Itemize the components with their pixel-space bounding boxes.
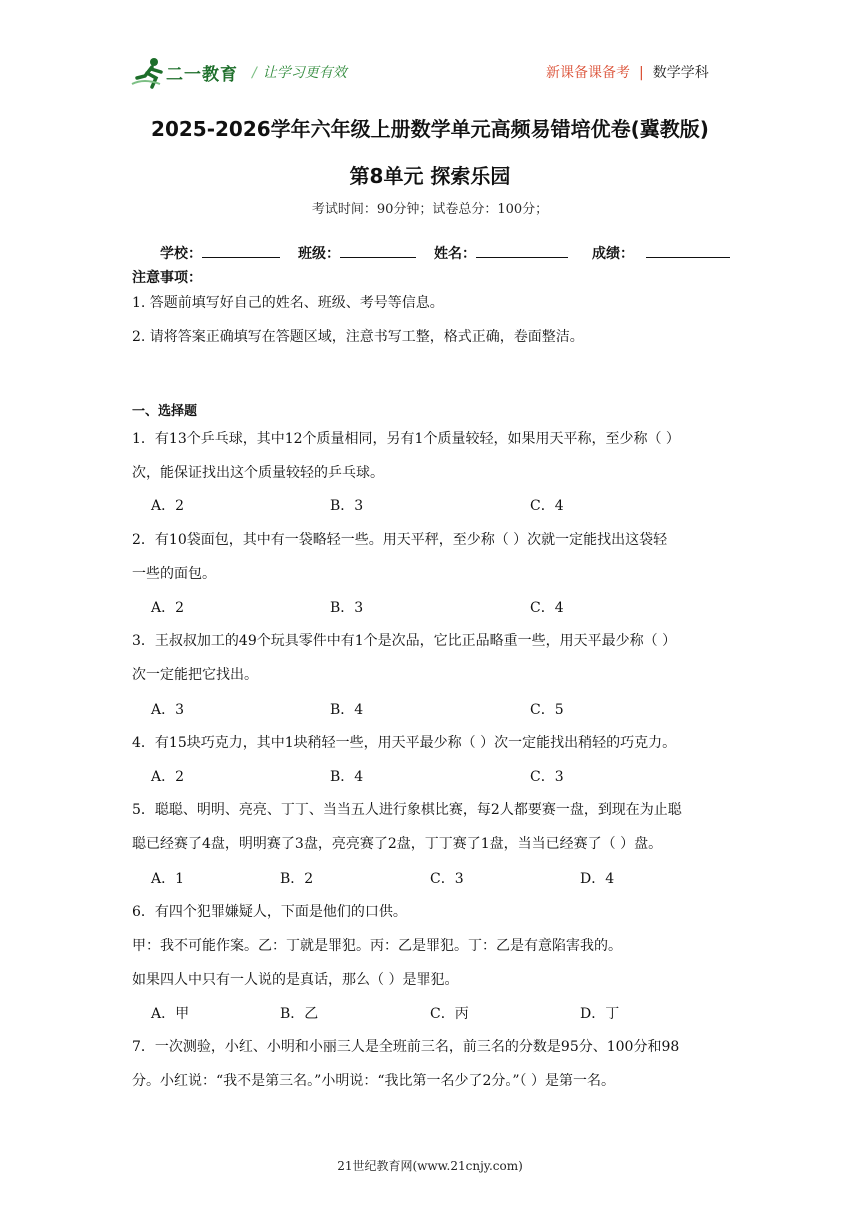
school-label: 学校： xyxy=(160,246,202,262)
slogan xyxy=(252,62,347,82)
option-a[interactable]: A．2 xyxy=(151,498,185,514)
page-footer: 21世纪教育网(www.21cnjy.com) xyxy=(337,1159,523,1173)
logo-text: 二一教育 xyxy=(166,65,238,85)
question-6 xyxy=(132,895,732,997)
school-field[interactable] xyxy=(160,243,280,263)
name-label: 姓名： xyxy=(434,246,476,262)
question-5 xyxy=(132,793,732,861)
question-line: 聪已经赛了4盘，明明赛了3盘，亮亮赛了2盘，丁丁赛了1盘，当当已经赛了（ ）盘。 xyxy=(132,836,663,852)
section-title: 一、选择题 xyxy=(132,404,198,419)
school-blank[interactable] xyxy=(202,243,280,258)
question-7 xyxy=(132,1030,732,1098)
question-1 xyxy=(132,422,732,490)
question-3 xyxy=(132,624,732,692)
class-label: 班级： xyxy=(298,246,340,262)
unit-title: 第8单元 探索乐园 xyxy=(349,164,511,188)
question-line: 分。小红说：“我不是第三名。”小明说：“我比第一名少了2分。”（ ）是第一名。 xyxy=(132,1073,615,1089)
question-4 xyxy=(132,726,732,760)
option-a[interactable]: A．2 xyxy=(151,769,185,785)
note-item: 1. 答题前填写好自己的姓名、班级、考号等信息。 xyxy=(132,295,444,311)
question-line: 一些的面包。 xyxy=(132,566,216,582)
class-blank[interactable] xyxy=(340,243,416,258)
slash-divider-icon: / xyxy=(252,65,257,81)
question-line: 2．有10袋面包，其中有一袋略轻一些。用天平秤，至少称（ ）次就一定能找出这袋轻 xyxy=(132,532,668,548)
option-b[interactable]: B．4 xyxy=(330,769,364,785)
paper-title: 2025-2026学年六年级上册数学单元高频易错培优卷(冀教版) xyxy=(151,117,709,141)
option-c[interactable]: C．3 xyxy=(430,871,464,887)
note-item: 2. 请将答案正确填写在答题区域，注意书写工整，格式正确，卷面整洁。 xyxy=(132,329,584,345)
header-separator: | xyxy=(639,65,644,81)
name-blank[interactable] xyxy=(476,243,568,258)
question-2 xyxy=(132,523,732,591)
question-line: 次一定能把它找出。 xyxy=(132,667,258,683)
runner-logo-icon xyxy=(130,56,170,90)
score-label: 成绩： xyxy=(592,246,634,262)
question-line: 6．有四个犯罪嫌疑人，下面是他们的口供。 xyxy=(132,904,407,920)
question-line: 次，能保证找出这个质量较轻的乒乓球。 xyxy=(132,465,384,481)
class-field[interactable] xyxy=(298,243,416,263)
slogan-text: 让学习更有效 xyxy=(262,65,347,81)
option-c[interactable]: C．4 xyxy=(530,600,564,616)
option-d[interactable]: D．丁 xyxy=(580,1006,620,1022)
header-course-label: 新课备课备考 xyxy=(546,65,630,81)
option-c[interactable]: C．丙 xyxy=(430,1006,469,1022)
question-line: 5．聪聪、明明、亮亮、丁丁、当当五人进行象棋比赛，每2人都要赛一盘，到现在为止聪 xyxy=(132,802,682,818)
option-b[interactable]: B．乙 xyxy=(280,1006,319,1022)
option-c[interactable]: C．5 xyxy=(530,702,564,718)
option-a[interactable]: A．2 xyxy=(151,600,185,616)
logo xyxy=(130,56,248,90)
name-field[interactable] xyxy=(434,243,568,263)
score-field[interactable] xyxy=(592,243,730,263)
option-b[interactable]: B．2 xyxy=(280,871,314,887)
option-a[interactable]: A．3 xyxy=(151,702,185,718)
option-b[interactable]: B．4 xyxy=(330,702,364,718)
question-line: 7．一次测验，小红、小明和小丽三人是全班前三名，前三名的分数是95分、100分和98 xyxy=(132,1039,680,1055)
question-line: 甲：我不可能作案。乙：丁就是罪犯。丙：乙是罪犯。丁：乙是有意陷害我的。 xyxy=(132,938,622,954)
notes-title: 注意事项： xyxy=(132,270,202,286)
exam-info: 考试时间：90分钟；试卷总分：100分； xyxy=(311,202,549,217)
question-line: 1．有13个乒乓球，其中12个质量相同，另有1个质量较轻，如果用天平称，至少称（ ） xyxy=(132,431,680,447)
option-a[interactable]: A．甲 xyxy=(151,1006,190,1022)
score-blank[interactable] xyxy=(646,243,730,258)
option-c[interactable]: C．4 xyxy=(530,498,564,514)
option-b[interactable]: B．3 xyxy=(330,600,364,616)
option-c[interactable]: C．3 xyxy=(530,769,564,785)
question-line: 如果四人中只有一人说的是真话，那么（ ）是罪犯。 xyxy=(132,972,459,988)
option-b[interactable]: B．3 xyxy=(330,498,364,514)
option-d[interactable]: D．4 xyxy=(580,871,615,887)
header-subject-label: 数学学科 xyxy=(652,65,709,81)
option-a[interactable]: A．1 xyxy=(151,871,185,887)
header-subject xyxy=(546,62,709,82)
question-line: 4．有15块巧克力，其中1块稍轻一些，用天平最少称（ ）次一定能找出稍轻的巧克力。 xyxy=(132,735,677,751)
question-line: 3．王叔叔加工的49个玩具零件中有1个是次品，它比正品略重一些，用天平最少称（ ） xyxy=(132,633,677,649)
